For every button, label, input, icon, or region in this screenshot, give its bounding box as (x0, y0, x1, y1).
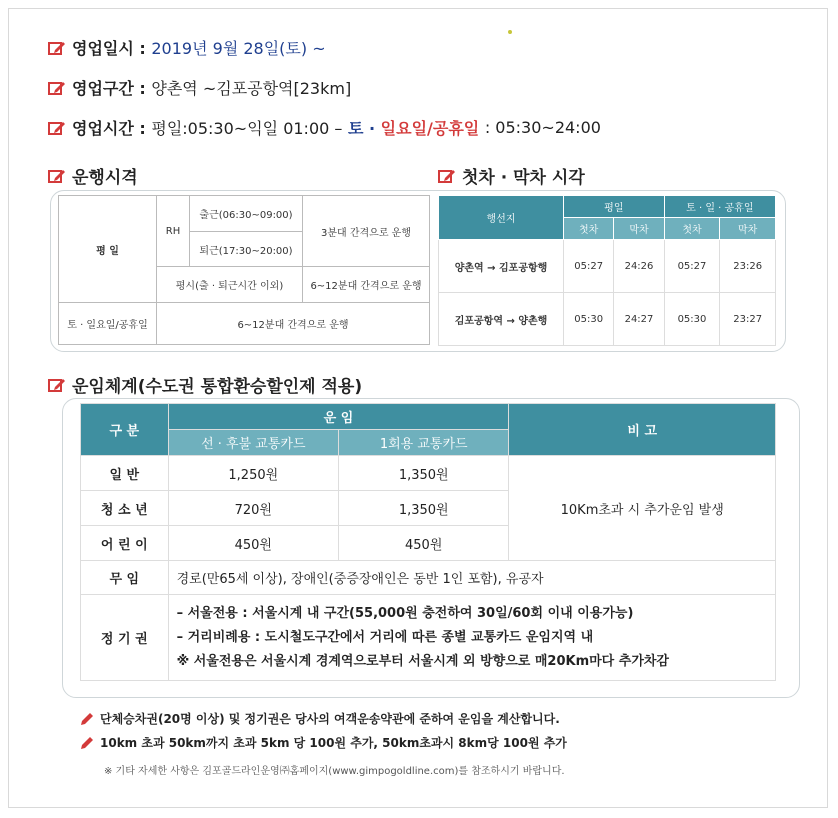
rh-label: RH (157, 196, 190, 267)
fare-note-extra: 10Km초과 시 추가운임 발생 (509, 456, 776, 561)
table-row (81, 561, 776, 595)
time-cell: 23:26 (720, 240, 776, 293)
col-note: 비 고 (509, 404, 776, 456)
fare-card: 720원 (168, 491, 338, 526)
edit-icon (48, 120, 66, 136)
rush-pm: 퇴근(17:30~20:00) (190, 231, 303, 267)
note-line (80, 734, 567, 751)
table-row (81, 456, 776, 491)
hours-weekday: 평일:05:30~익일 01:00 – (151, 119, 343, 138)
pass-lines (168, 595, 775, 681)
time-cell: 05:30 (564, 293, 614, 346)
firstlast-table (438, 195, 776, 346)
edit-icon (48, 40, 66, 56)
open-date-line (48, 36, 326, 59)
edit-icon (48, 168, 66, 184)
col-single: 1회용 교통카드 (339, 430, 509, 456)
fare-card: 1,250원 (168, 456, 338, 491)
holiday-label: 토 · 일요일/공휴일 (59, 303, 157, 345)
note-text: 10km 초과 50km까지 초과 5km 당 100원 추가, 50km초과시 8km당 100원 추가 (100, 736, 567, 750)
col-fare: 운 임 (168, 404, 509, 430)
firstlast-title: 첫차 · 막차 시각 (462, 168, 585, 188)
pass-line: ※ 서울전용은 서울시계 경계역으로부터 서울시계 외 방향으로 매20Km마다 추가차감 (176, 653, 669, 669)
free-label: 무 임 (81, 561, 169, 595)
fare-single: 1,350원 (339, 491, 509, 526)
note-line (80, 710, 560, 727)
col-holiday: 토 · 일 · 공휴일 (664, 196, 775, 218)
col-last: 막차 (614, 218, 664, 240)
fare-single: 450원 (339, 526, 509, 561)
interval-table (58, 195, 430, 345)
hours-label: 영업시간 : (72, 119, 146, 138)
col-card: 선 · 후불 교통카드 (168, 430, 338, 456)
time-cell: 05:27 (564, 240, 614, 293)
holiday-interval: 6~12분대 간격으로 운행 (157, 303, 430, 345)
fare-label: 청 소 년 (81, 491, 169, 526)
route: 김포공항역 → 양촌행 (439, 293, 564, 346)
section-label: 영업구간 : (72, 79, 146, 98)
interval-title: 운행시격 (72, 168, 138, 188)
offpeak-label: 평시(출 · 퇴근시간 이외) (157, 267, 303, 303)
col-first: 첫차 (564, 218, 614, 240)
col-weekday: 평일 (564, 196, 665, 218)
rush-interval: 3분대 간격으로 운행 (303, 196, 430, 267)
note-text: 단체승차권(20명 이상) 및 정기권은 당사의 여객운송약관에 준하여 운임을 계산합니다. (100, 712, 560, 726)
edit-icon (438, 168, 456, 184)
decorative-dot (508, 30, 512, 34)
col-route: 행선지 (439, 196, 564, 240)
hours-holiday-value: : 05:30~24:00 (484, 118, 601, 137)
table-row (439, 240, 776, 293)
fare-single: 1,350원 (339, 456, 509, 491)
pencil-icon (80, 736, 94, 750)
hours-saturday: 토 · (347, 119, 376, 138)
pencil-icon (80, 712, 94, 726)
offpeak-interval: 6~12분대 간격으로 운행 (303, 267, 430, 303)
fare-label: 일 반 (81, 456, 169, 491)
interval-title-row (48, 163, 138, 188)
time-cell: 05:27 (664, 240, 720, 293)
col-last: 막차 (720, 218, 776, 240)
time-cell: 24:26 (614, 240, 664, 293)
fare-card: 450원 (168, 526, 338, 561)
fare-title-row (48, 372, 362, 397)
pass-line: – 거리비례용 : 도시철도구간에서 거리에 따른 종별 교통카드 운임지역 내 (176, 629, 594, 645)
col-first: 첫차 (664, 218, 720, 240)
edit-icon (48, 377, 66, 393)
time-cell: 05:30 (664, 293, 720, 346)
footnote: ※ 기타 자세한 사항은 김포골드라인운영㈜홈페이지(www.gimpogoldline.com)를 참조하시기 바랍니다. (104, 766, 565, 777)
rush-am: 출근(06:30~09:00) (190, 196, 303, 232)
hours-line (48, 116, 601, 139)
pass-line: – 서울전용 : 서울시계 내 구간(55,000원 충전하여 30일/60회 이내 이용가능) (176, 605, 634, 621)
section-line (48, 76, 351, 99)
fare-table (80, 403, 776, 681)
weekday-label: 평 일 (59, 196, 157, 303)
fare-label: 어 린 이 (81, 526, 169, 561)
open-date-value: 2019년 9월 28일(토) ~ (151, 39, 326, 58)
fare-title: 운임체계(수도권 통합환승할인제 적용) (72, 377, 363, 397)
pass-label: 정 기 권 (81, 595, 169, 681)
section-value: 양촌역 ~김포공항역[23km] (151, 79, 352, 98)
firstlast-title-row (438, 163, 585, 188)
open-date-label: 영업일시 : (72, 39, 146, 58)
hours-holiday: 일요일/공휴일 (380, 119, 480, 138)
table-row (439, 293, 776, 346)
col-category: 구 분 (81, 404, 169, 456)
route: 양촌역 → 김포공항행 (439, 240, 564, 293)
free-value: 경로(만65세 이상), 장애인(중증장애인은 동반 1인 포함), 유공자 (168, 561, 775, 595)
edit-icon (48, 80, 66, 96)
time-cell: 24:27 (614, 293, 664, 346)
time-cell: 23:27 (720, 293, 776, 346)
table-row (81, 595, 776, 681)
